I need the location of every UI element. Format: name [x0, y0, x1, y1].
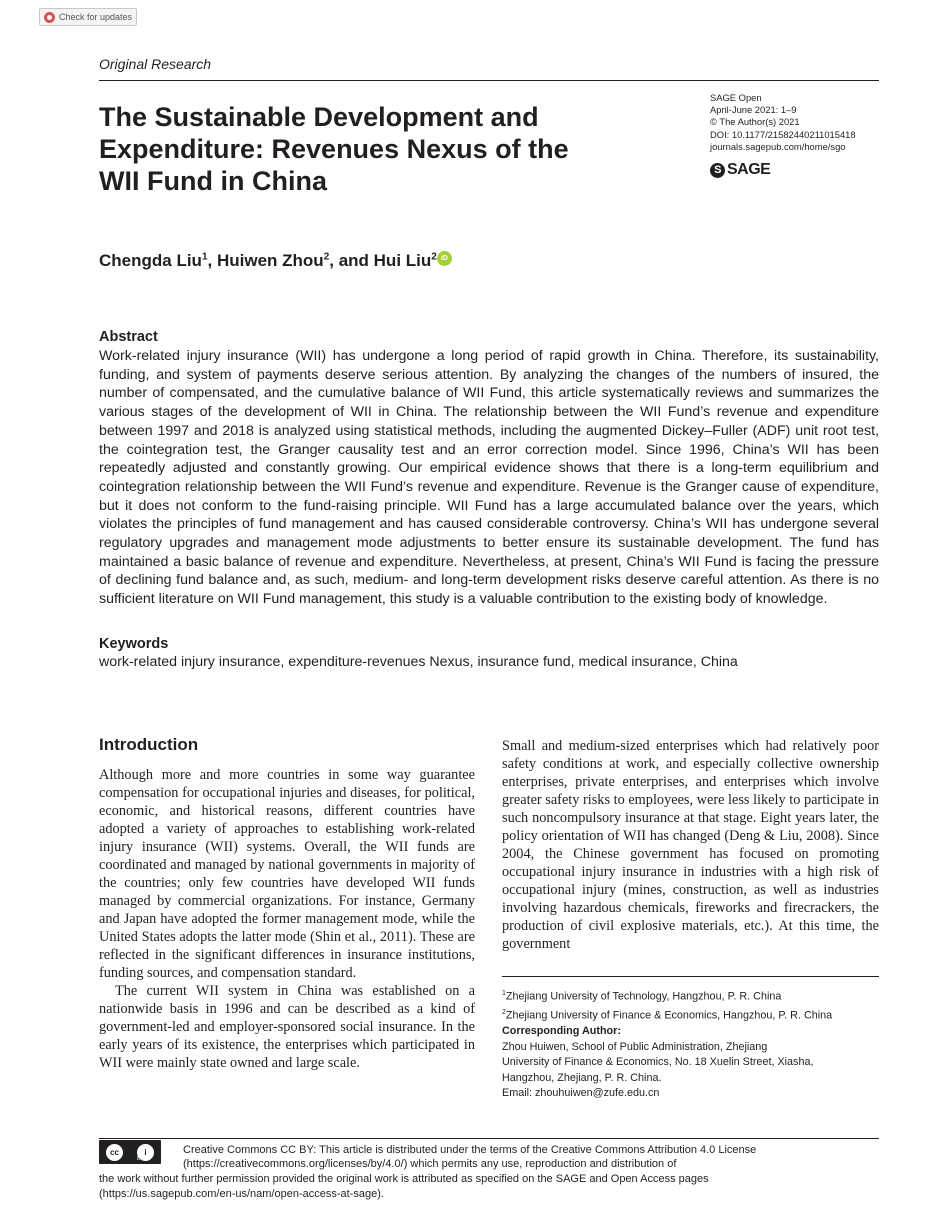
corresponding-author-label: Corresponding Author: [502, 1025, 621, 1037]
corresponding-email[interactable]: Email: zhouhuiwen@zufe.edu.cn [502, 1087, 660, 1100]
copyright: © The Author(s) 2021 [710, 116, 800, 128]
article-title [99, 101, 639, 197]
abstract-text: Work-related injury insurance (WII) has undergone a long period of rapid growth in China. Therefore, its sustainability, funding, and system of payments deserve serious attention. By analyzing the changes of the numbers of insured, the number of compensated, and the cumulative balance of WII Fund, this article systematically reviews and summarizes the various stages of the development of WII in China. The relationship between the WII Fund’s revenue and expenditure between 1997 and 2018 is analyzed using statistical methods, including the augmented Dickey–Fuller (ADF) unit root test, the cointegration test, the Granger causality test and an error correction model. Since 1996, China’s WII has been repeatedly adjusted and constantly growing. Our empirical evidence shows that there is a long-term equilibrium and cointegration relationship between the WII Fund’s revenue and expenditure. Revenue is the Granger cause of expenditure, but it does not conform to the fund-raising principle. WII Fund has a large accumulated balance over the years, which violates the principles of fund management and has caused considerable controversy. China’s WII has undergone several regulatory upgrades and management mode adjustments to better ensure its sustainable development. The fund has maintained a basic balance of revenue and expenditure. Nevertheless, at present, China’s WII Fund is facing the pressure of declining fund balance and, as such, medium- and long-term development risks deserve careful attention. As there is no sufficient literature on WII Fund management, this study is a valuable contribution to the existing body of knowledge. [99, 348, 879, 608]
author-name: Chengda Liu [99, 251, 202, 270]
creative-commons-icon: cc [105, 1143, 124, 1162]
author-separator: , [207, 251, 217, 270]
affiliation [502, 1005, 832, 1024]
by-label: BY [137, 1156, 144, 1162]
license-text-line: (https://creativecommons.org/licenses/by/4.0/) which permits any use, reproduction and distribution of [183, 1158, 677, 1170]
introduction-left-column [99, 766, 475, 1072]
body-paragraph: Although more and more countries in some way guarantee compensation for occupational injuries and diseases, for political, economic, and historical reasons, different countries have adopted a variety of approaches to establishing work-related injury insurance (WII) systems. Overall, the WII funds are coordinated and managed by national governments in majority of the countries; only few countries have developed WII funds managed by commercial organizations. For instance, Germany and Japan have adopted the former management mode, while the United States adopts the latter mode (Shin et al., 2011). These are reflected in the significant differences in insurance institutions, funding sources, and compensation standard. [99, 767, 475, 981]
affiliation-number: 1 [502, 990, 506, 997]
affiliation [502, 986, 832, 1005]
journal-info [710, 92, 856, 153]
footer-divider [99, 1138, 879, 1139]
author-affiliation-mark: 1 [201, 251, 208, 263]
body-paragraph: The current WII system in China was established on a nationwide basis in 1996 and can be described as a kind of government-led and employer-sponsored social insurance. In the early years of its existence, the enterprises which participated in WII were mainly state owned and large scale. [99, 983, 475, 1071]
cc-by-license-badge[interactable] [99, 1140, 161, 1164]
title-line: Expenditure: Revenues Nexus of the [99, 134, 569, 164]
journal-issue: April-June 2021: 1–9 [710, 104, 797, 116]
journal-name: SAGE Open [710, 92, 762, 103]
keywords-heading: Keywords [99, 636, 169, 652]
corresponding-address-line: Hangzhou, Zhejiang, P. R. China. [502, 1071, 662, 1084]
author-name: Hui Liu [373, 251, 432, 270]
license-text-line: (https://us.sagepub.com/en-us/nam/open-access-at-sage). [99, 1187, 384, 1200]
author-affiliation-mark: 2 [431, 251, 437, 263]
affiliation-number: 2 [502, 1008, 506, 1016]
check-for-updates-label: Check for updates [59, 12, 133, 22]
crossmark-icon [44, 12, 55, 23]
sage-logo-text: SAGE [727, 161, 771, 178]
doi[interactable]: DOI: 10.1177/21582440211015418 [710, 128, 856, 140]
corresponding-address-line: University of Finance & Economics, No. 18 Xuelin Street, Xiasha, [502, 1056, 814, 1069]
author-list [99, 251, 452, 271]
footnote-divider [502, 976, 879, 977]
abstract-heading: Abstract [99, 329, 158, 345]
license-text-continuation [99, 1172, 879, 1201]
journal-url[interactable]: journals.sagepub.com/home/sgo [710, 140, 846, 152]
title-line: WII Fund in China [99, 166, 327, 196]
sage-logo [710, 161, 770, 179]
keywords-text: work-related injury insurance, expenditure-revenues Nexus, insurance fund, medical insurance, China [99, 654, 738, 670]
corresponding-author [502, 1024, 813, 1102]
section-type: Original Research [99, 56, 212, 72]
check-for-updates-button[interactable] [39, 8, 137, 26]
corresponding-address-line: Zhou Huiwen, School of Public Administration, Zhejiang [502, 1040, 768, 1053]
license-text-line: Creative Commons CC BY: This article is distributed under the terms of the Creative Commons Attribution 4.0 License [183, 1144, 757, 1156]
author-affiliation-mark: 2 [323, 251, 330, 263]
header-divider [99, 80, 879, 81]
title-line: The Sustainable Development and [99, 102, 539, 132]
license-text-line: the work without further permission provided the original work is attributed as specified on the SAGE and Open Access pages [99, 1173, 709, 1185]
orcid-icon[interactable]: iD [437, 251, 452, 266]
sage-logo-mark: S [710, 163, 725, 178]
introduction-heading: Introduction [99, 735, 199, 754]
author-name: Huiwen Zhou [216, 251, 324, 270]
introduction-right-column: Small and medium-sized enterprises which had relatively poor safety conditions at work, and especially collective ownership enterprises, private enterprises, and enterprises which involve greater safety risks to employees, were less likely to participate in such noncompulsory insurance at that stage. Eight years later, the policy orientation of WII has changed (Deng & Liu, 2008). Since 2004, the Chinese government has focused on promoting occupational injury insurance in industries with a high risk of occupational injury (mines, construction, as well as industries involving hazardous chemicals, fireworks and firecrackers, the production of civil explosive materials, etc.). At this time, the government [502, 738, 879, 952]
attribution-icon: i [136, 1143, 155, 1162]
author-separator: , and [329, 251, 374, 270]
affiliations [502, 986, 832, 1023]
affiliation-text: Zhejiang University of Technology, Hangzhou, P. R. China [505, 990, 782, 1003]
affiliation-text: Zhejiang University of Finance & Economics, Hangzhou, P. R. China [505, 1009, 833, 1022]
